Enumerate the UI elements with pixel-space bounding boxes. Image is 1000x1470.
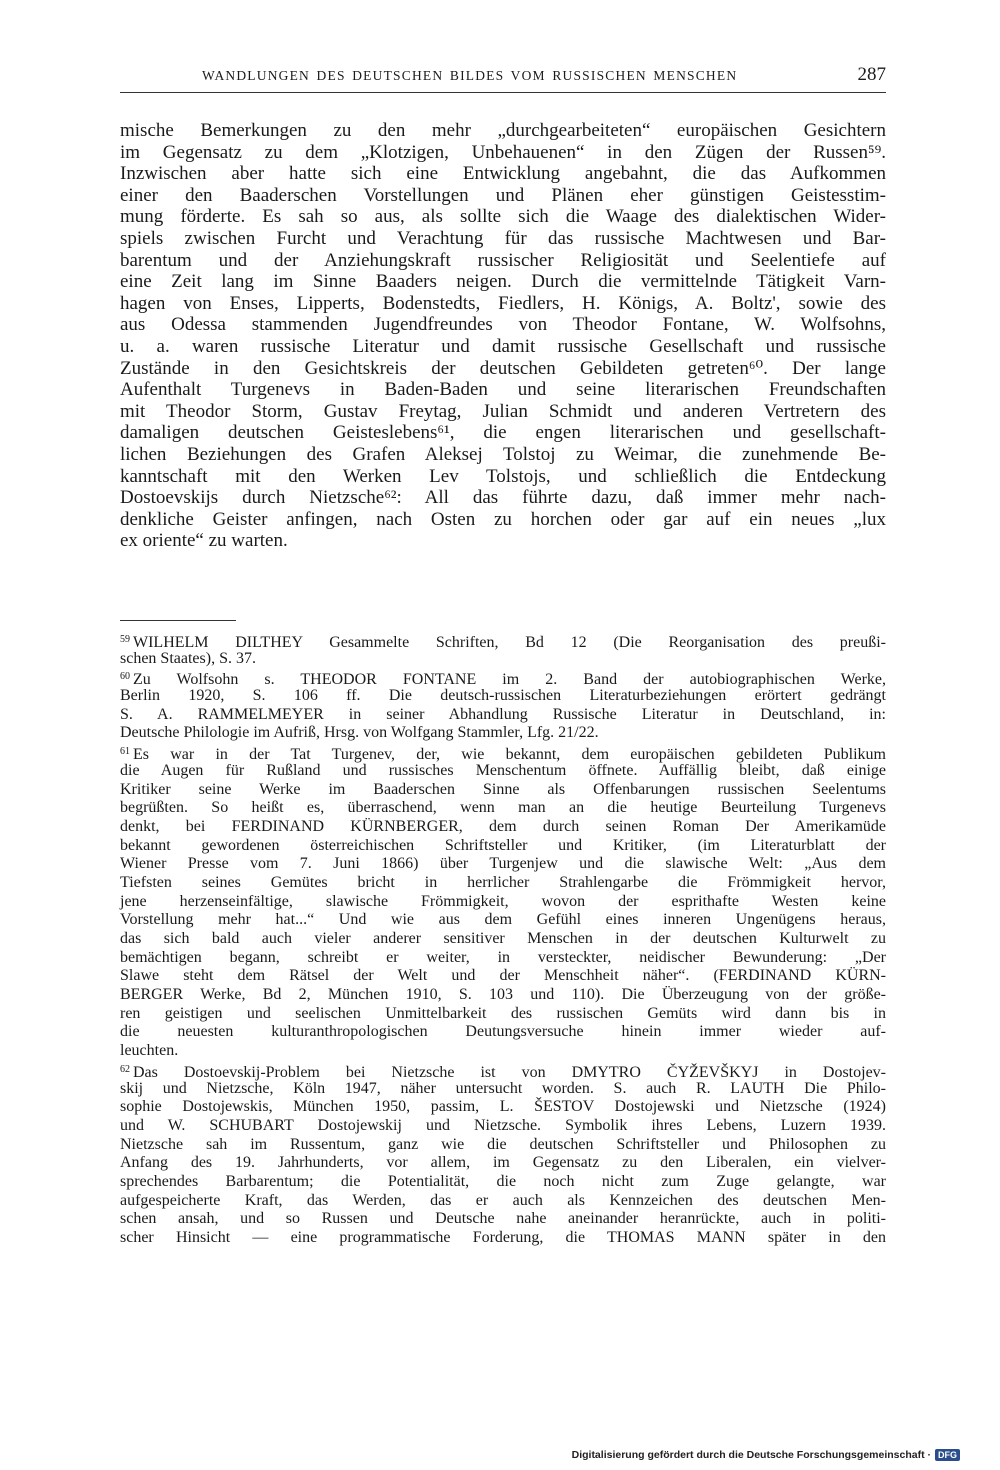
- footnote-line: Tiefsten seines Gemütes bricht in herrlicher Strahlengarbe die Frömmigkeit hervor,: [120, 873, 886, 891]
- body-line: mung förderte. Es sah so aus, als sollte sich die Waage des dialektischen Wider-: [120, 206, 886, 228]
- footnote-line: sophie Dostojewskis, München 1950, passim, L. ŠESTOV Dostojewski und Nietzsche (1924): [120, 1098, 886, 1116]
- footnote-line: sprechendes Barbarentum; die Potentialität, die noch nicht zum Zuge gelangte, war: [120, 1172, 886, 1190]
- footnote-line: Slawe steht dem Rätsel der Welt und der Menschheit näher“. (FERDINAND KÜRN-: [120, 967, 886, 985]
- footnote-line: begrüßten. So heißt es, überraschend, wenn man an die heutige Beurteilung Turgenevs: [120, 799, 886, 817]
- footnote-line: leuchten.: [120, 1042, 179, 1060]
- footnote-line: bemächtigen begann, schreibt er weiter, in versteckter, neidischer Bewunderung: „Der: [120, 948, 886, 966]
- digitization-credit: [572, 1449, 960, 1461]
- body-line: Dostoevskijs durch Nietzsche⁶²: All das führte dazu, daß immer mehr nach-: [120, 487, 886, 509]
- footnote-line: bekannt gewordenen österreichischen Schriftsteller und Kritiker, (im Literaturblatt der: [120, 836, 886, 854]
- body-line: Inzwischen aber hatte sich eine Entwicklung angebahnt, die das Aufkommen: [120, 163, 886, 185]
- footnote-line: ren geistigen und seelischen Unmittelbarkeit des russischen Gemüts wird dann bis in: [120, 1004, 886, 1022]
- credit-text: Digitalisierung gefördert durch die Deutsche Forschungsgemeinschaft ·: [571, 1449, 931, 1461]
- footnote-line: Berlin 1920, S. 106 ff. Die deutsch-russischen Literaturbeziehungen erörtert gedrängt: [120, 687, 886, 705]
- footnote-number: 60: [120, 671, 130, 683]
- footnote-line: $^{61}$ Es war in der Tat Turgenev, der, wie bekannt, dem europäischen gebildeten Publikum: [120, 746, 886, 764]
- body-line: Zustände in den Gesichtskreis der deutschen Gebildeten getreten⁶⁰. Der lange: [120, 357, 886, 379]
- footnote-line: denkt, bei FERDINAND KÜRNBERGER, dem durch seinen Roman Der Amerikamüde: [120, 817, 886, 835]
- body-line: lichen Beziehungen des Grafen Aleksej Tolstoj zu Weimar, die zunehmende Be-: [120, 443, 886, 465]
- running-header: [120, 66, 886, 90]
- footnote-line: BERGER Werke, Bd 2, München 1910, S. 103 und 110). Die Überzeugung von der größe-: [120, 986, 886, 1004]
- header-rule: [120, 92, 886, 93]
- footnote-separator: [120, 620, 236, 621]
- body-line: kanntschaft mit den Werken Lev Tolstojs, und schließlich die Entdeckung: [120, 465, 886, 487]
- footnote-line: Anfang des 19. Jahrhunderts, vor allem, im Gegensatz zu den Liberalen, ein vielver-: [120, 1154, 886, 1172]
- footnote-line: $^{59}$ WILHELM DILTHEY Gesammelte Schriften, Bd 12 (Die Reorganisation des preußi-: [120, 634, 886, 651]
- body-line: aus Odessa stammenden Jugendfreundes von Theodor Fontane, W. Wolfsohns,: [120, 314, 886, 336]
- dfg-logo-icon: DFG: [935, 1449, 960, 1461]
- footnote-number: 61: [120, 746, 130, 758]
- body-text: [120, 120, 886, 552]
- footnote-line: schen ansah, und so Russen und Deutsche nahe aneinander heranrückte, auch in politi-: [120, 1210, 886, 1228]
- page-number: 287: [857, 64, 886, 85]
- footnote-line: $^{62}$ Das Dostoevskij-Problem bei Nietzsche ist von DMYTRO ČYŽEVŠKYJ in Dostojev-: [120, 1063, 886, 1081]
- footnote-line: die neuesten kulturanthropologischen Deutungsversuche hinein immer wieder auf-: [120, 1023, 886, 1041]
- body-line: eine Zeit lang im Sinne Baaders neigen. Durch die vermittelnde Tätigkeit Varn-: [120, 271, 886, 293]
- body-line: ex oriente“ zu warten.: [120, 530, 288, 552]
- footnote-line: Deutsche Philologie im Aufriß, Hrsg. von Wolfgang Stammler, Lfg. 21/22.: [120, 724, 599, 742]
- footnote-line: Wiener Presse vom 7. Juni 1866) über Turgenjew und die slawische Welt: „Aus dem: [120, 855, 886, 873]
- footnote-line: und W. SCHUBART Dostojewskij und Nietzsche. Symbolik ihres Lebens, Luzern 1939.: [120, 1116, 886, 1134]
- running-title: WANDLUNGEN DES DEUTSCHEN BILDES VOM RUSSISCHEN MENSCHEN: [202, 68, 738, 83]
- body-line: hagen von Enses, Lipperts, Bodenstedts, Fiedlers, H. Königs, A. Boltz', sowie des: [120, 292, 886, 314]
- body-line: mit Theodor Storm, Gustav Freytag, Julian Schmidt und anderen Vertretern des: [120, 400, 886, 422]
- footnote-line: skij und Nietzsche, Köln 1947, näher untersucht worden. S. auch R. LAUTH Die Philo-: [120, 1079, 886, 1097]
- footnote-line: das sich bald auch vieler anderer sensitiver Menschen in der deutschen Kulturwelt zu: [120, 930, 886, 947]
- body-line: mische Bemerkungen zu den mehr „durchgearbeiteten“ europäischen Gesichtern: [120, 120, 886, 141]
- body-line: spiels zwischen Furcht und Verachtung für das russische Machtwesen und Bar-: [120, 227, 886, 249]
- footnote-line: schen Staates), S. 37.: [120, 649, 256, 667]
- footnote-line: Kritiker seine Werke im Baaderschen Sinne als Offenbarungen russischen Seelentums: [120, 780, 886, 798]
- footnote-line: S. A. RAMMELMEYER in seiner Abhandlung Russische Literatur in Deutschland, in:: [120, 705, 886, 723]
- footnote-number: 59: [120, 634, 130, 645]
- body-line: einer den Baaderschen Vorstellungen und Plänen eher günstigen Geistesstim-: [120, 184, 886, 206]
- body-line: damaligen deutschen Geisteslebens⁶¹, die engen literarischen und gesellschaft-: [120, 422, 886, 444]
- footnote-line: jene herzenseinfältige, slawische Frömmigkeit, wovon der esprithafte Westen keine: [120, 892, 886, 910]
- body-line: barentum und der Anziehungskraft russischer Religiosität und Seelentiefe auf: [120, 249, 886, 271]
- footnote-number: 62: [120, 1063, 130, 1075]
- footnote-line: aufgespeicherte Kraft, das Werden, das er auch als Kennzeichen des deutschen Men-: [120, 1191, 886, 1209]
- footnote-line: Vorstellung mehr hat...“ Und wie aus dem Gefühl eines inneren Ungenügens heraus,: [120, 911, 886, 929]
- body-line: denkliche Geister anfingen, nach Osten zu horchen oder gar auf ein neues „lux: [120, 508, 886, 530]
- footnotes: [120, 631, 886, 1248]
- body-line: Aufenthalt Turgenevs in Baden-Baden und seine literarischen Freundschaften: [120, 379, 886, 401]
- body-line: u. a. waren russische Literatur und damit russische Gesellschaft und russische: [120, 335, 886, 357]
- footnote-line: $^{60}$ Zu Wolfsohn s. THEODOR FONTANE im 2. Band der autobiographischen Werke,: [120, 671, 886, 689]
- footnote-line: scher Hinsicht — eine programmatische Forderung, die THOMAS MANN später in den: [120, 1229, 886, 1246]
- footnote-line: Nietzsche sah im Russentum, ganz wie die deutschen Schriftsteller und Philosophen zu: [120, 1135, 886, 1153]
- footnote-line: die Augen für Rußland und russisches Menschentum öffnete. Auffällig bleibt, daß einige: [120, 761, 886, 779]
- body-line: im Gegensatz zu dem „Klotzigen, Unbehauenen“ in den Zügen der Russen⁵⁹.: [120, 141, 886, 163]
